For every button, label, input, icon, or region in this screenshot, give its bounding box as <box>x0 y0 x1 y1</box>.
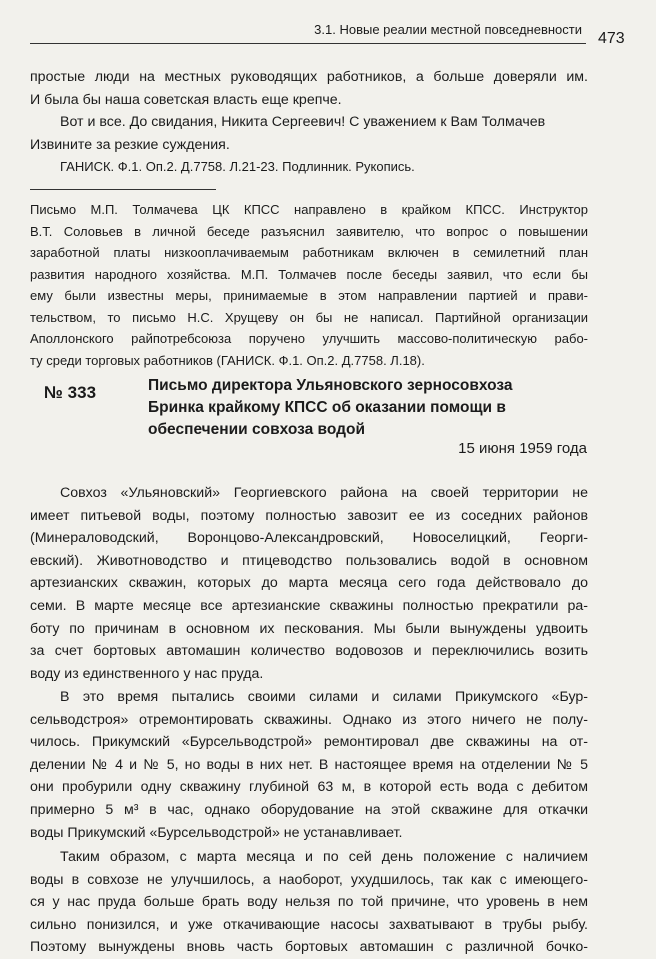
footnote-line: тельством, то письмо Н.С. Хрущеву он бы не написал. Партийной организации <box>30 309 588 325</box>
footnote-line: Письмо М.П. Толмачева ЦК КПСС направлено в крайком КПСС. Инструктор <box>30 202 588 217</box>
body-line: артезианских скважин, которых до марта месяца сего года действовало до <box>30 575 588 592</box>
body-line: чилось. Прикумский «Бурсельводстрой» ремонтировал две скважины на от- <box>30 734 588 751</box>
header-rule <box>30 43 586 44</box>
body-line: ся у нас пруда больше брать воду нельзя по той причине, что уровень в нем <box>30 894 588 911</box>
body-line: сельводстроя» отремонтировать скважины. Однако из этого ничего не полу- <box>30 711 588 728</box>
body-line: (Минераловодский, Воронцово-Александровский, Новоселицкий, Георги- <box>30 530 588 547</box>
footnote-rule <box>30 189 216 190</box>
body-paragraph-3 <box>30 846 588 959</box>
letter-apology: Извините за резкие суждения. <box>30 136 230 153</box>
footnote-line: Аполлонского райпотребсоюза поручено улучшить массово-политическую рабо- <box>30 331 588 346</box>
footnote-line: развития народного хозяйства. М.П. Толмачев после беседы заявил, что если бы <box>30 266 588 282</box>
body-line: имеет питьевой воды, поэтому полностью завозит ее из соседних районов <box>30 507 588 524</box>
body-line: примерно 5 м³ в час, однако оборудование на этой скважине для откачки <box>30 801 588 818</box>
body-line: делении № 4 и № 5, но воды в них нет. В настоящее время на отделении № 5 <box>30 756 588 773</box>
body-line: Таким образом, с марта месяца и по сей день положение с наличием <box>60 849 588 865</box>
body-line: воды Прикумский «Бурсельводстрой» не устанавливает. <box>30 824 403 841</box>
document-title <box>148 375 584 441</box>
footnote-line: В.Т. Соловьев в личной беседе разъяснил заявителю, что вопрос о повышении <box>30 223 588 239</box>
text-line: И была бы наша советская власть еще крепче. <box>30 91 342 108</box>
body-line: воды в совхозе не улучшилось, а наоборот, ухудшилось, так как с имеющего- <box>30 871 588 888</box>
body-line: за счет бортовых автомашин количество водовозов и переключились возить <box>30 643 588 660</box>
body-line: они пробурили одну скважину глубиной 63 м, в которой есть вода с дебитом <box>30 779 588 796</box>
document-date: 15 июня 1959 года <box>458 440 587 457</box>
title-line: обеспечении совхоза водой <box>148 421 365 438</box>
letter-end <box>30 66 588 179</box>
body-line: семи. В марте месяце все артезианские скважины полностью прекратили ра- <box>30 597 588 614</box>
title-line: Бринка крайкому КПСС об оказании помощи в <box>148 399 506 416</box>
body-line: Поэтому вынуждены вновь часть бортовых автомашин с различной бочко- <box>30 939 588 956</box>
letter-closing: Вот и все. До свидания, Никита Сергеевич! С уважением к Вам Толмачев <box>60 114 546 131</box>
body-line: Совхоз «Ульяновский» Георгиевского района на своей территории не <box>60 485 588 501</box>
body-line: сильно понизился, и уже откачивающие насосы захватывают в трубы рыбу. <box>30 916 588 933</box>
body-paragraph-2 <box>30 686 588 844</box>
footnote-line: заработной платы низкооплачиваемым работникам включен в семилетний план <box>30 245 588 260</box>
running-head: 3.1. Новые реалии местной повседневности <box>314 22 582 37</box>
document-number: № 333 <box>44 383 97 402</box>
body-line: боту по причинам в основном их пескования. Мы были вынуждены удвоить <box>30 620 588 637</box>
body-line: В это время пытались своими силами и силами Прикумского «Бур- <box>60 689 588 705</box>
body-line: евский). Животноводство и птицеводство пользовались водой в основном <box>30 552 588 569</box>
body-line: воду из единственного у нас пруда. <box>30 665 264 682</box>
archive-source: ГАНИСК. Ф.1. Оп.2. Д.7758. Л.21-23. Подлинник. Рукопись. <box>60 159 415 175</box>
footnote-line: ту среди торговых работников (ГАНИСК. Ф.1. Оп.2. Д.7758. Л.18). <box>30 352 425 368</box>
body-paragraph-1 <box>30 482 588 685</box>
title-line: Письмо директора Ульяновского зерносовхоза <box>148 377 513 394</box>
text-line: простые люди на местных руководящих работников, а больше доверяли им. <box>30 69 588 85</box>
page-number: 473 <box>598 30 625 47</box>
footnote <box>30 199 588 371</box>
footnote-line: ему были известны меры, принимаемые в этом направлении партией и прави- <box>30 288 588 303</box>
